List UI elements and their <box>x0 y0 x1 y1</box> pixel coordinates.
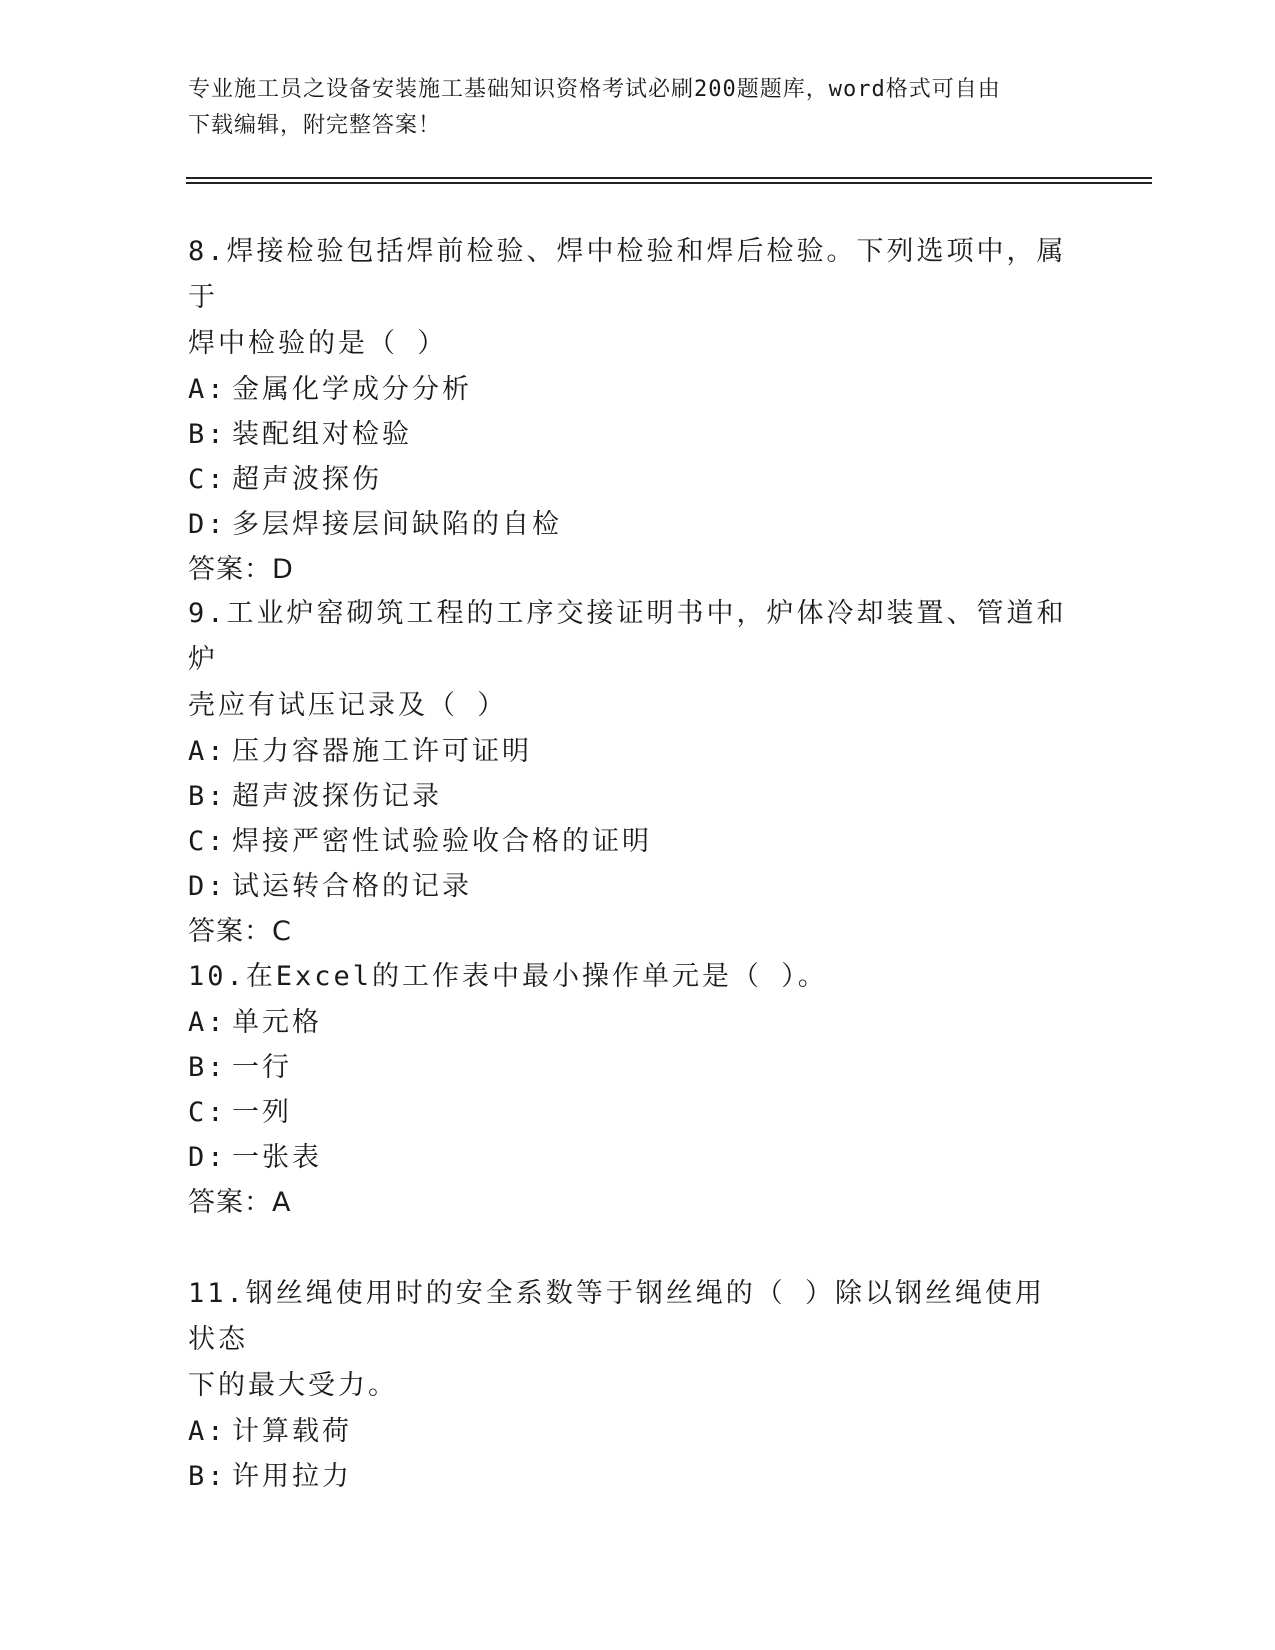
option-key: D: <box>188 509 227 540</box>
answer-line: 答案：D <box>188 554 294 585</box>
option-b <box>188 1454 1068 1499</box>
option-b <box>188 412 1068 457</box>
header-rule-top <box>186 177 1152 179</box>
option-text: 单元格 <box>232 1007 322 1038</box>
option-d <box>188 1135 1068 1180</box>
header-rule-bottom <box>186 182 1152 184</box>
option-text: 金属化学成分分析 <box>232 374 472 405</box>
option-c <box>188 457 1068 502</box>
question-10 <box>188 954 1068 1226</box>
option-text: 许用拉力 <box>232 1461 352 1492</box>
question-stem-line: 10.在Excel的工作表中最小操作单元是（ ）。 <box>188 961 828 992</box>
question-8 <box>188 229 1068 593</box>
question-stem-line: 壳应有试压记录及（ ） <box>188 690 508 721</box>
option-text: 超声波探伤记录 <box>232 781 442 812</box>
option-text: 焊接严密性试验验收合格的证明 <box>232 826 652 857</box>
option-key: C: <box>188 464 227 495</box>
option-text: 试运转合格的记录 <box>232 871 472 902</box>
option-text: 一列 <box>232 1097 292 1128</box>
option-key: A: <box>188 736 227 767</box>
question-stem-line: 11.钢丝绳使用时的安全系数等于钢丝绳的（ ）除以钢丝绳使用状态 <box>188 1278 1046 1355</box>
answer-line: 答案：A <box>188 1187 292 1218</box>
option-key: A: <box>188 1007 227 1038</box>
option-b <box>188 774 1068 819</box>
option-text: 超声波探伤 <box>232 464 382 495</box>
question-stem <box>188 1271 1068 1409</box>
question-stem-line: 下的最大受力。 <box>188 1370 398 1401</box>
option-a <box>188 1409 1068 1454</box>
option-text: 装配组对检验 <box>232 419 412 450</box>
header-line-2: 下载编辑，附完整答案！ <box>188 113 442 138</box>
option-text: 计算载荷 <box>232 1416 352 1447</box>
question-stem <box>188 591 1068 729</box>
option-key: B: <box>188 419 227 450</box>
option-key: D: <box>188 1142 227 1173</box>
option-text: 一张表 <box>232 1142 322 1173</box>
option-a <box>188 1000 1068 1045</box>
question-stem-line: 9.工业炉窑砌筑工程的工序交接证明书中，炉体冷却装置、管道和炉 <box>188 598 1067 675</box>
option-key: D: <box>188 871 227 902</box>
question-stem-line: 8.焊接检验包括焊前检验、焊中检验和焊后检验。下列选项中，属于 <box>188 236 1067 313</box>
option-a <box>188 729 1068 774</box>
option-c <box>188 1090 1068 1135</box>
option-key: B: <box>188 1461 227 1492</box>
option-a <box>188 367 1068 412</box>
option-text: 一行 <box>232 1052 292 1083</box>
option-key: B: <box>188 781 227 812</box>
option-c <box>188 819 1068 864</box>
option-key: C: <box>188 826 227 857</box>
option-d <box>188 502 1068 547</box>
question-stem <box>188 229 1068 367</box>
option-key: A: <box>188 374 227 405</box>
question-11 <box>188 1271 1068 1499</box>
question-9 <box>188 591 1068 955</box>
option-key: A: <box>188 1416 227 1447</box>
question-stem-line: 焊中检验的是（ ） <box>188 328 448 359</box>
document-header <box>188 72 1068 144</box>
option-key: B: <box>188 1052 227 1083</box>
option-key: C: <box>188 1097 227 1128</box>
option-d <box>188 864 1068 909</box>
answer-line: 答案：C <box>188 916 292 947</box>
option-text: 多层焊接层间缺陷的自检 <box>232 509 562 540</box>
option-b <box>188 1045 1068 1090</box>
header-line-1: 专业施工员之设备安装施工基础知识资格考试必刷200题题库，word格式可自由 <box>188 77 1001 102</box>
option-text: 压力容器施工许可证明 <box>232 736 532 767</box>
question-stem <box>188 954 1068 1000</box>
